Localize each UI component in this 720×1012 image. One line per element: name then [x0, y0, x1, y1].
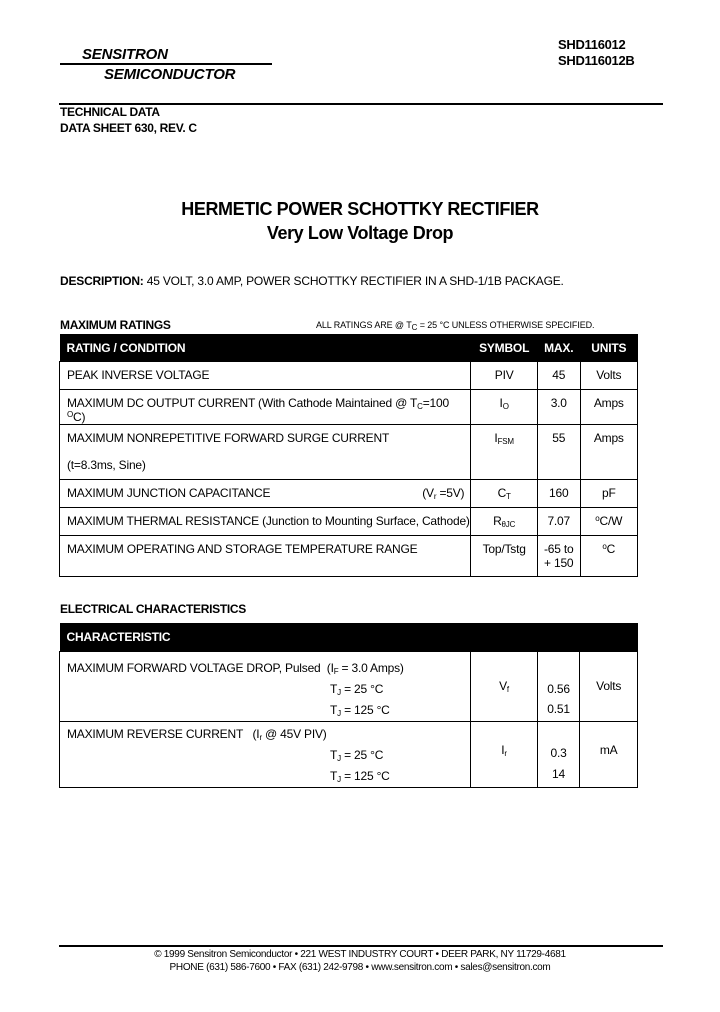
condition-text: MAXIMUM OPERATING AND STORAGE TEMPERATURE RANGE [67, 542, 418, 556]
cond-post: @ 45V PIV) [261, 727, 327, 741]
company-logo-line1: SENSITRON [82, 46, 168, 63]
units-cell [580, 390, 637, 425]
symbol-cell [471, 722, 537, 788]
value-125c: 14 [552, 767, 565, 781]
note-pre: ALL RATINGS ARE @ T [316, 320, 412, 330]
characteristic-text [60, 652, 470, 721]
table-row [60, 390, 638, 425]
max-ratings-heading: MAXIMUM RATINGS [60, 318, 171, 332]
value-text [538, 722, 580, 785]
symbol-text [471, 508, 537, 528]
footer-rule [59, 945, 663, 947]
electrical-table [59, 623, 638, 788]
temp-line-2 [67, 700, 470, 721]
t-sub: J [337, 688, 341, 697]
t-post: = 125 °C [340, 769, 390, 783]
condition-line2: (t=8.3ms, Sine) [67, 458, 146, 472]
cond-right-pre: (V [422, 486, 434, 500]
cond-pre: (I [252, 727, 260, 741]
condition-cell [60, 362, 471, 390]
cond-mid: =100 [422, 396, 449, 410]
units-cell [580, 480, 637, 508]
t-sub: J [337, 775, 341, 784]
cond-sub: C [417, 402, 423, 411]
cond-sub: F [333, 667, 339, 676]
note-post: = 25 °C UNLESS OTHERWISE SPECIFIED. [417, 320, 595, 330]
t-pre: T [330, 748, 338, 762]
char-line [67, 724, 470, 745]
footer-contact: PHONE (631) 586-7600 • FAX (631) 242-9798 • www.sensitron.com • sales@sensitron.com [169, 962, 551, 973]
symbol-text [471, 722, 536, 757]
value-25c: 0.56 [547, 682, 570, 696]
symbol-text [471, 425, 537, 445]
symbol-sub: f [506, 685, 509, 694]
t-sub: J [337, 709, 341, 718]
note-sub: C [411, 323, 418, 332]
symbol-cell [471, 362, 538, 390]
table-header-row [60, 334, 638, 362]
max-text: 7.07 [547, 514, 571, 528]
value-25c: 0.3 [550, 746, 567, 760]
ratings-note [316, 320, 594, 330]
max-line2: + 150 [544, 556, 574, 570]
units-text [581, 508, 637, 528]
table-row [60, 480, 638, 508]
units-text: Volts [596, 679, 622, 693]
symbol-text [471, 390, 537, 410]
units-cell [580, 722, 638, 788]
table-row [60, 508, 638, 536]
char-label: MAXIMUM REVERSE CURRENT [67, 727, 244, 741]
condition-text [60, 390, 470, 424]
description [60, 274, 564, 288]
condition-text: MAXIMUM THERMAL RESISTANCE (Junction to Mounting Surface, Cathode) [67, 514, 470, 528]
symbol-main: R [493, 514, 502, 528]
max-text: 3.0 [550, 396, 567, 410]
symbol-cell [471, 536, 538, 577]
cond-right-post: =5V) [436, 486, 465, 500]
symbol-cell [471, 425, 538, 480]
symbol-cell [471, 390, 538, 425]
value-125c: 0.51 [547, 702, 570, 716]
description-label: DESCRIPTION: [60, 274, 144, 288]
electrical-heading: ELECTRICAL CHARACTERISTICS [60, 602, 246, 616]
column-header: UNITS [580, 334, 637, 362]
characteristic-cell [60, 722, 471, 788]
temp-line-1 [67, 745, 470, 766]
t-post: = 25 °C [340, 682, 384, 696]
temp-line-2 [67, 766, 470, 787]
units-text: pF [601, 486, 616, 500]
condition-right [422, 486, 464, 500]
max-cell [537, 536, 580, 577]
data-sheet-label: DATA SHEET 630, REV. C [60, 121, 197, 135]
table-row [60, 362, 638, 390]
units-sup: o [595, 514, 600, 523]
char-line [67, 658, 470, 679]
condition-main: MAXIMUM JUNCTION CAPACITANCE [67, 486, 271, 500]
condition-line1: MAXIMUM NONREPETITIVE FORWARD SURGE CURRENT [67, 431, 390, 445]
units-text: Amps [593, 396, 624, 410]
description-text: 45 VOLT, 3.0 AMP, POWER SCHOTTKY RECTIFIER IN A SHD-1/1B PACKAGE. [143, 274, 564, 288]
value-cell [537, 652, 580, 722]
t-pre: T [330, 769, 338, 783]
max-cell [537, 425, 580, 480]
max-cell [537, 480, 580, 508]
units-sup: o [602, 542, 607, 551]
column-header: SYMBOL [471, 334, 538, 362]
symbol-text: Top/Tstg [482, 542, 526, 556]
symbol-main: I [499, 396, 503, 410]
column-header: MAX. [537, 334, 580, 362]
column-header: RATING / CONDITION [60, 334, 471, 362]
condition-cell [60, 390, 471, 425]
logo-divider [60, 63, 272, 65]
technical-data-label: TECHNICAL DATA [60, 105, 160, 119]
t-pre: T [330, 703, 338, 717]
footer-address: © 1999 Sensitron Semiconductor • 221 WEST INDUSTRY COURT • DEER PARK, NY 11729-4681 [154, 949, 566, 960]
symbol-sub: O [502, 402, 509, 411]
symbol-sub: FSM [497, 437, 514, 446]
max-line1: -65 to [543, 542, 574, 556]
symbol-cell [471, 508, 538, 536]
cond-sup: O [67, 410, 74, 419]
part-number-1: SHD116012 [558, 37, 626, 52]
table-header-row [60, 623, 638, 652]
symbol-main: C [497, 486, 507, 500]
condition-cell [60, 508, 471, 536]
max-ratings-table [59, 334, 638, 577]
max-text: 55 [552, 431, 566, 445]
symbol-cell [471, 652, 537, 722]
max-cell [537, 508, 580, 536]
symbol-cell [471, 480, 538, 508]
condition-cell [60, 536, 471, 577]
condition-cell [60, 480, 471, 508]
cond-pre: (I [326, 661, 334, 675]
units-text: Volts [596, 368, 622, 382]
t-sub: J [337, 754, 341, 763]
value-text [538, 652, 580, 719]
units-cell [580, 362, 637, 390]
characteristic-cell [60, 652, 471, 722]
units-cell [580, 508, 637, 536]
max-text: 45 [552, 368, 566, 382]
cond-post: C) [73, 410, 86, 424]
cond-post: = 3.0 Amps) [338, 661, 404, 675]
condition-text [60, 480, 470, 500]
characteristic-text [60, 722, 470, 787]
max-text: 160 [549, 486, 569, 500]
max-cell [537, 390, 580, 425]
char-label: MAXIMUM FORWARD VOLTAGE DROP, Pulsed [67, 661, 321, 675]
units-cell [580, 536, 637, 577]
units-text: mA [599, 743, 618, 757]
cond-pre: MAXIMUM DC OUTPUT CURRENT (With Cathode Maintained @ T [67, 396, 418, 410]
t-pre: T [330, 682, 338, 696]
condition-text [60, 425, 470, 479]
condition-cell [60, 425, 471, 480]
table-row [60, 722, 638, 788]
table-row [60, 536, 638, 577]
symbol-text [471, 480, 537, 500]
document-title: HERMETIC POWER SCHOTTKY RECTIFIER [181, 199, 539, 219]
symbol-text: PIV [494, 368, 514, 382]
symbol-sub: θJC [501, 520, 516, 529]
document-subtitle: Very Low Voltage Drop [266, 223, 454, 243]
table-row [60, 425, 638, 480]
cond-sub: r [259, 733, 262, 742]
t-post: = 25 °C [340, 748, 384, 762]
max-cell [537, 362, 580, 390]
units-text: Amps [593, 431, 624, 445]
units-post: C/W [599, 514, 623, 528]
units-text [581, 536, 637, 556]
max-text [538, 536, 580, 570]
temp-line-1 [67, 679, 470, 700]
symbol-main: I [501, 743, 505, 757]
cond-right-sub: r [433, 492, 437, 501]
units-post: C [606, 542, 616, 556]
condition-text: PEAK INVERSE VOLTAGE [67, 368, 210, 382]
units-cell [580, 425, 637, 480]
symbol-sub: T [506, 492, 511, 501]
symbol-main: V [499, 679, 507, 693]
symbol-text [471, 652, 536, 693]
units-cell [580, 652, 638, 722]
value-cell [537, 722, 580, 788]
company-logo-line2: SEMICONDUCTOR [104, 66, 236, 83]
symbol-sub: r [504, 749, 507, 758]
column-header: CHARACTERISTIC [60, 623, 638, 652]
t-post: = 125 °C [340, 703, 390, 717]
symbol-main: I [494, 431, 498, 445]
part-number-2: SHD116012B [558, 53, 635, 68]
table-row [60, 652, 638, 722]
